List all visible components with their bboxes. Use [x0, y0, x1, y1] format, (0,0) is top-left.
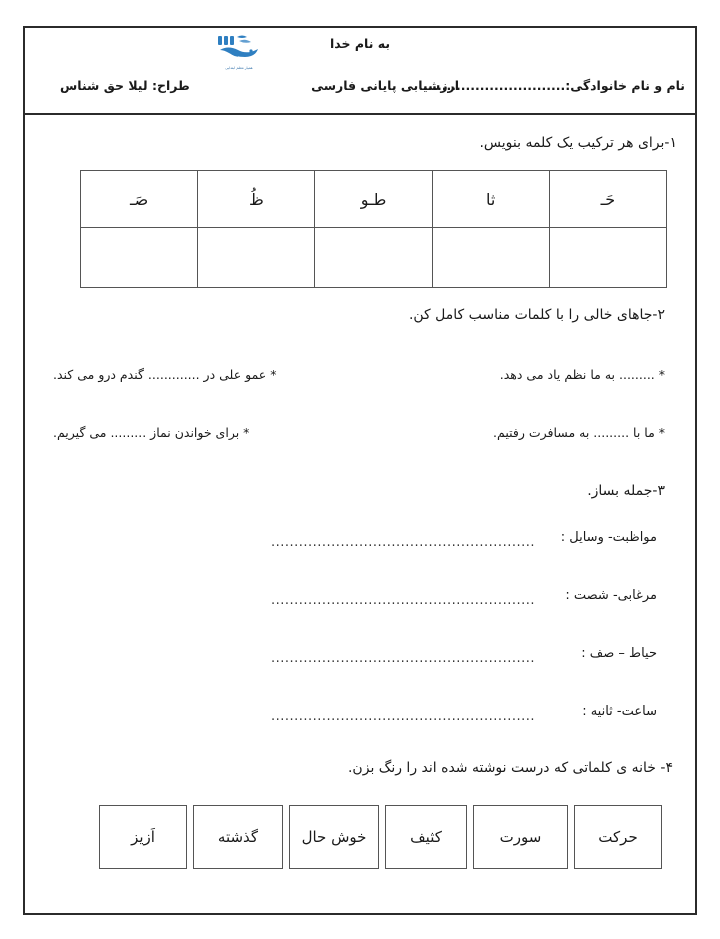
sentence-line-dots[interactable]: .........................................................: [270, 593, 535, 608]
student-name-dots: ..............................: [422, 78, 566, 93]
word-box[interactable]: کثیف: [385, 805, 467, 869]
word-box[interactable]: سورت: [473, 805, 568, 869]
sentence-line: [25, 588, 695, 616]
word-box[interactable]: خوش حال: [289, 805, 379, 869]
sentence-line-dots[interactable]: .........................................................: [270, 535, 535, 550]
table-row-answers: [81, 228, 667, 288]
table-cell-prompt: طـو: [315, 171, 432, 228]
table-cell-answer[interactable]: [315, 228, 432, 288]
question-2-row: [25, 425, 695, 451]
fill-blank-item[interactable]: * ......... به ما نظم یاد می دهد.: [499, 367, 665, 382]
table-cell-prompt: ظُ: [198, 171, 315, 228]
sentence-line: [25, 646, 695, 674]
table-cell-answer[interactable]: [81, 228, 198, 288]
question-2-prompt: ۲-جاهای خالی را با کلمات مناسب کامل کن.: [408, 307, 665, 323]
word-box[interactable]: حرکت: [574, 805, 662, 869]
question-1-prompt: ۱-برای هر ترکیب یک کلمه بنویس.: [479, 135, 677, 151]
word-box[interactable]: گذشته: [193, 805, 283, 869]
fill-blank-item[interactable]: * ما با ......... به مسافرت رفتیم.: [493, 425, 665, 440]
exam-title: ارزشیابی پایانی فارسی: [311, 78, 459, 93]
table-cell-answer[interactable]: [549, 228, 666, 288]
header-fields-row: [25, 78, 695, 108]
sentence-line-prompt: مواظبت- وسایل :: [560, 530, 657, 545]
hamyar-logo: [208, 32, 270, 74]
exam-sheet-frame: [23, 26, 697, 915]
table-cell-prompt: ثا: [432, 171, 549, 228]
header-band: [25, 28, 695, 115]
question-1-table: [80, 170, 667, 288]
logo-subtitle: همیار معلم ابتدایی: [225, 66, 253, 70]
table-row-prompts: [81, 171, 667, 228]
basmala-text: به نام خدا: [329, 36, 391, 51]
sentence-line-dots[interactable]: .........................................................: [270, 709, 535, 724]
question-3-prompt: ۳-جمله بساز.: [587, 483, 665, 499]
table-cell-prompt: حَـ: [549, 171, 666, 228]
designer-credit: طراح: لیلا حق شناس: [60, 78, 190, 93]
sentence-line: [25, 530, 695, 558]
question-4-prompt: ۴- خانه ی کلماتی که درست نوشته شده اند را رنگ بزن.: [347, 760, 673, 776]
sentence-line-prompt: مرغابی- شصت :: [565, 588, 657, 603]
sentence-line: [25, 704, 695, 732]
table-cell-prompt: صَـ: [81, 171, 198, 228]
fill-blank-item[interactable]: * عمو علی در ............. گندم درو می کند.: [53, 367, 277, 382]
sentence-line-dots[interactable]: .........................................................: [270, 651, 535, 666]
table-cell-answer[interactable]: [432, 228, 549, 288]
student-name-field[interactable]: [423, 78, 685, 93]
question-4-word-boxes: [25, 805, 695, 871]
sentence-line-prompt: ساعت- ثانیه :: [582, 704, 657, 719]
fill-blank-item[interactable]: * برای خواندن نماز ......... می گیریم.: [53, 425, 250, 440]
worksheet-body: [25, 115, 695, 913]
table-cell-answer[interactable]: [198, 228, 315, 288]
question-2-row: [25, 367, 695, 393]
sentence-line-prompt: حیاط – صف :: [581, 646, 657, 661]
student-name-label: نام و نام خانوادگی:: [565, 78, 685, 93]
word-box[interactable]: اَزیز: [99, 805, 187, 869]
